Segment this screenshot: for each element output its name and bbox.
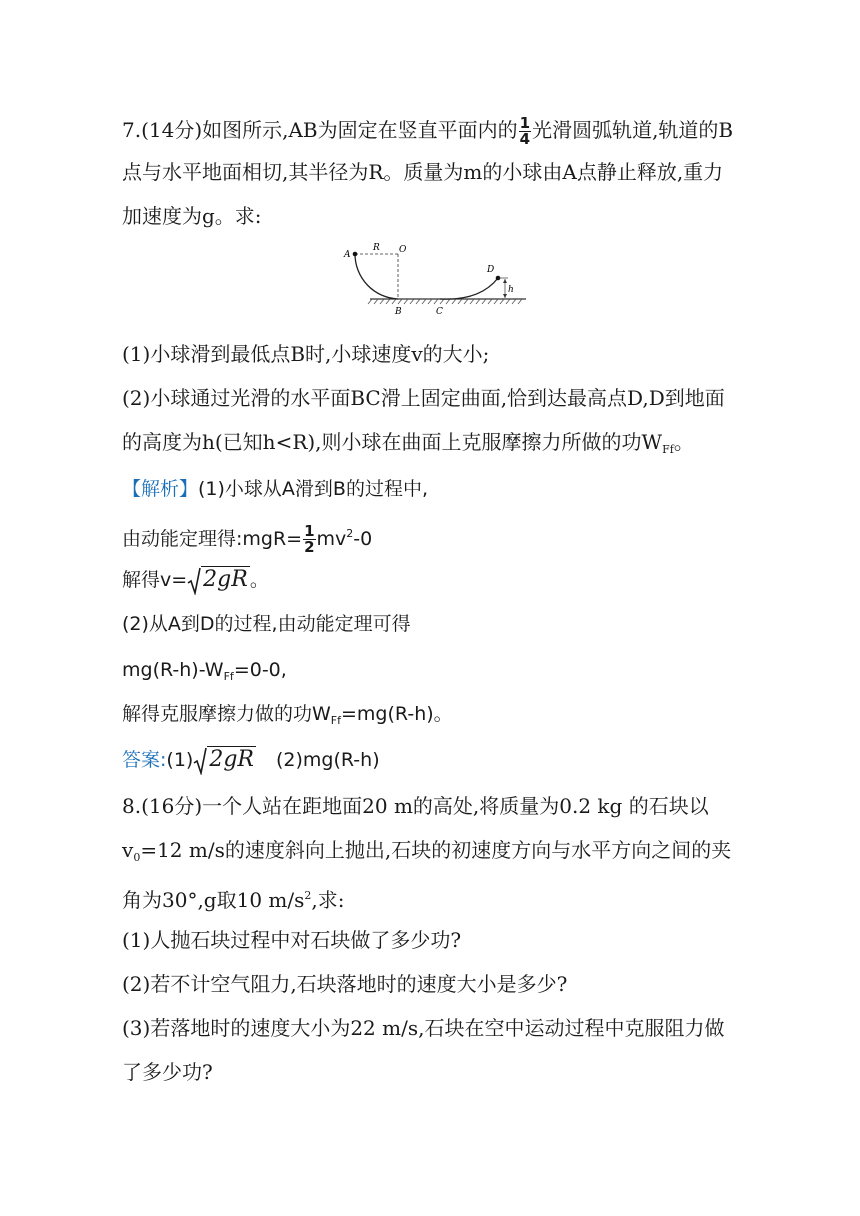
label-A: A (344, 250, 351, 260)
q8-line-3-end: ,求: (311, 888, 345, 912)
q7-line-1-suffix: 光滑圆弧轨道,轨道的B (532, 118, 734, 142)
label-R: R (373, 243, 380, 253)
q8-line-2-text: =12 m/s的速度斜向上抛出,石块的初速度方向与水平方向之间的夹 (140, 838, 732, 862)
solution-step-3-text: 解得v= (122, 569, 188, 591)
subscript-ff: Ff (330, 714, 341, 727)
solution-step-2-text: 由动能定理得:mgR= (122, 528, 303, 550)
fraction-denominator: 4 (519, 130, 531, 148)
subscript-ff: Ff (662, 443, 674, 456)
sqrt-radicand: 2gR (203, 567, 248, 593)
fraction-half (303, 524, 315, 555)
q7-line-3: 加速度为g。求: (122, 204, 262, 228)
track-diagram (340, 236, 530, 322)
answer-part-2: (2)mg(R-h) (275, 749, 380, 771)
label-O: O (399, 245, 407, 255)
q8-part-1: (1)人抛石块过程中对石块做了多少功? (122, 928, 462, 952)
fraction-numerator: 1 (304, 522, 315, 540)
q7-part-2-line-2 (122, 428, 694, 464)
solution-line-2 (122, 520, 372, 555)
superscript-2: 2 (346, 527, 354, 540)
label-h: h (508, 285, 514, 295)
superscript-2: 2 (304, 889, 312, 902)
answer-sqrt (193, 746, 256, 775)
curved-surface (440, 278, 498, 299)
solution-step-1: (1)小球从A滑到B的过程中, (198, 478, 429, 500)
solution-line-4: (2)从A到D的过程,由动能定理可得 (122, 613, 411, 635)
q7-part-2-line-1: (2)小球通过光滑的水平面BC滑上固定曲面,恰到达最高点D,D到地面 (122, 386, 725, 410)
solution-step-5-end: =0-0, (233, 659, 287, 681)
solution-step-3-end: 。 (249, 569, 269, 591)
ball-at-A (353, 252, 358, 257)
q7-part-2-text: 的高度为h(已知h<R),则小球在曲面上克服摩擦力所做的功W (122, 430, 663, 454)
v-symbol: v (122, 838, 134, 862)
answer-part-1: (1) (166, 749, 194, 771)
answer-label: 答案: (122, 749, 167, 771)
fraction-quarter (519, 116, 531, 147)
label-D: D (487, 265, 495, 275)
solution-step-6-end: =mg(R-h)。 (341, 703, 453, 725)
mv-term: mv (316, 528, 347, 550)
fraction-numerator: 1 (519, 114, 531, 132)
subscript-0: 0 (133, 851, 141, 864)
q8-part-3-line-1: (3)若落地时的速度大小为22 m/s,石块在空中运动过程中克服阻力做 (122, 1016, 725, 1040)
q7-part-1: (1)小球滑到最低点B时,小球速度v的大小; (122, 342, 490, 366)
fraction-denominator: 2 (304, 538, 315, 556)
quarter-arc-track (355, 254, 398, 299)
solution-line-1 (122, 475, 428, 503)
label-C: C (436, 307, 443, 317)
solution-step-2-end: -0 (353, 528, 373, 550)
q8-line-2 (122, 836, 731, 872)
solution-line-6 (122, 700, 453, 735)
solution-step-6-text: 解得克服摩擦力做的功W (122, 703, 331, 725)
q7-line-1-text: 7.(14分)如图所示,AB为固定在竖直平面内的 (122, 118, 518, 142)
answer-line (122, 746, 380, 775)
answer-radicand: 2gR (209, 747, 254, 773)
q8-line-1: 8.(16分)一个人站在距地面20 m的高处,将质量为0.2 kg 的石块以 (122, 794, 709, 818)
solution-line-3 (122, 566, 269, 595)
solution-step-5-text: mg(R-h)-W (122, 659, 224, 681)
q7-line-1 (122, 116, 733, 147)
q7-line-2: 点与水平地面相切,其半径为R。质量为m的小球由A点静止释放,重力 (122, 160, 724, 184)
q8-part-3-line-2: 了多少功? (122, 1060, 213, 1084)
subscript-ff: Ff (223, 670, 234, 683)
q8-line-3-text: 角为30°,g取10 m/s (122, 888, 305, 912)
solution-line-5 (122, 656, 287, 691)
label-B: B (395, 307, 402, 317)
sqrt-expression (187, 566, 250, 595)
q8-part-2: (2)若不计空气阻力,石块落地时的速度大小是多少? (122, 972, 568, 996)
solution-tag: 【解析】 (122, 478, 199, 500)
q8-line-3 (122, 882, 345, 914)
q7-part-2-end: 。 (673, 430, 694, 454)
